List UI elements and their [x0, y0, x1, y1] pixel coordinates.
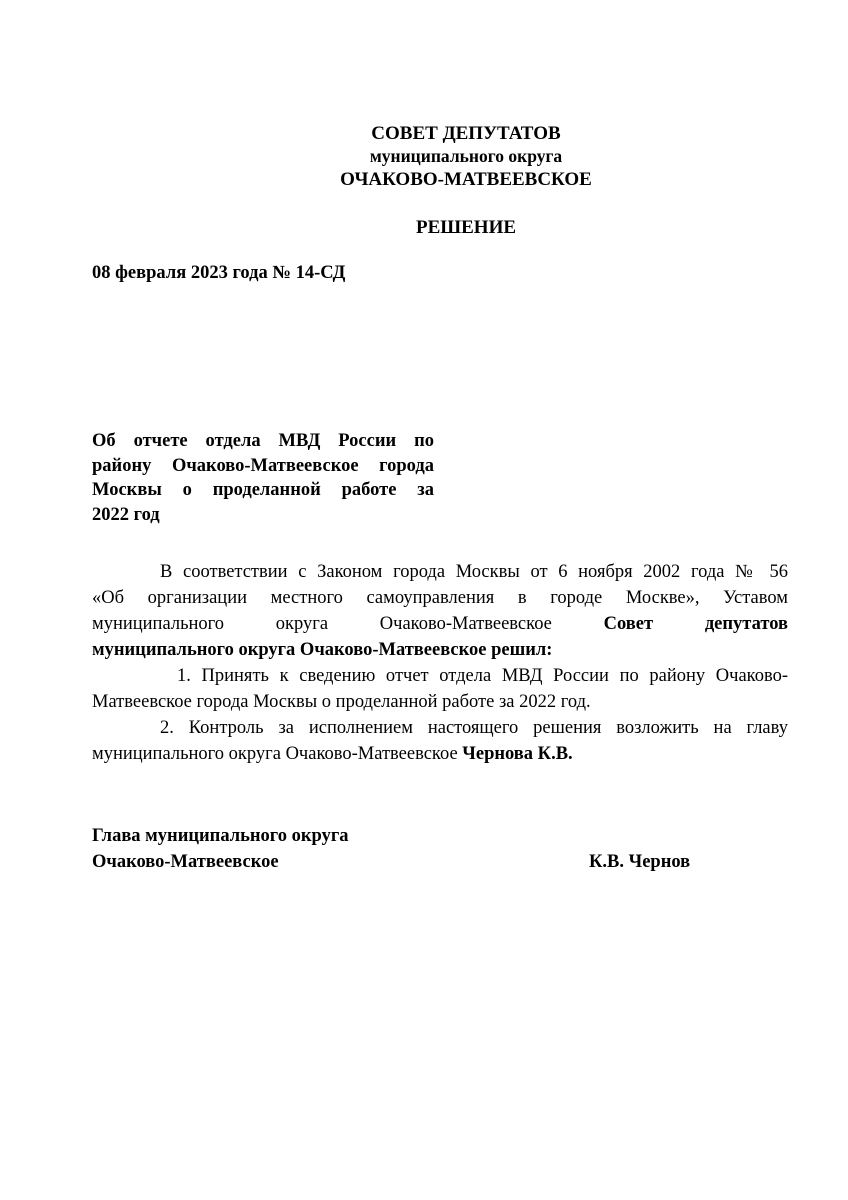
document-header: [92, 122, 840, 191]
council-subtitle: муниципального округа: [369, 146, 563, 166]
subject-line: 2022 год: [92, 504, 160, 525]
signatory-name: К.В. Чернов: [589, 852, 691, 872]
decision-body: [92, 559, 788, 767]
body-line: «Об организации местного самоуправления в городе Москве», Уставом: [92, 588, 788, 608]
body-line: В соответствии с Законом города Москвы от 6 ноября 2002 года № 56: [160, 562, 788, 582]
signature-row: [92, 823, 712, 849]
signature-row: [92, 849, 712, 875]
district-name: ОЧАКОВО-МАТВЕЕВСКОЕ: [340, 169, 592, 190]
item-2-line: [92, 741, 788, 767]
council-title: СОВЕТ ДЕПУТАТОВ: [371, 123, 561, 144]
body-line: муниципального округа Очаково-Матвеевское решил:: [92, 640, 553, 660]
body-text-bold: Совет депутатов: [603, 614, 789, 634]
body-text-normal: муниципального округа Очаково-Матвеевское: [92, 614, 552, 634]
signatory-position: Глава муниципального округа: [92, 826, 349, 846]
signature-block: [92, 823, 712, 875]
subject-line: району Очаково-Матвеевское города: [92, 455, 434, 476]
subject-block: [92, 429, 434, 527]
subject-line: Об отчете отдела МВД России по: [92, 431, 434, 451]
signatory-position: Очаково-Матвеевское: [92, 852, 279, 872]
body-text-normal: муниципального округа Очаково-Матвеевское: [92, 744, 458, 764]
date-and-number: 08 февраля 2023 года № 14-СД: [92, 263, 346, 283]
item-1-line: Матвеевское города Москвы о проделанной работе за 2022 год.: [92, 692, 591, 712]
body-line: [92, 611, 788, 637]
item-1-line: 1. Принять к сведению отчет отдела МВД России по району Очаково-: [177, 666, 788, 686]
body-text-bold: Чернова К.В.: [462, 744, 573, 764]
subject-line: Москвы о проделанной работе за: [92, 480, 434, 500]
item-2-line: 2. Контроль за исполнением настоящего решения возложить на главу: [160, 718, 788, 738]
decision-label: РЕШЕНИЕ: [415, 217, 517, 238]
